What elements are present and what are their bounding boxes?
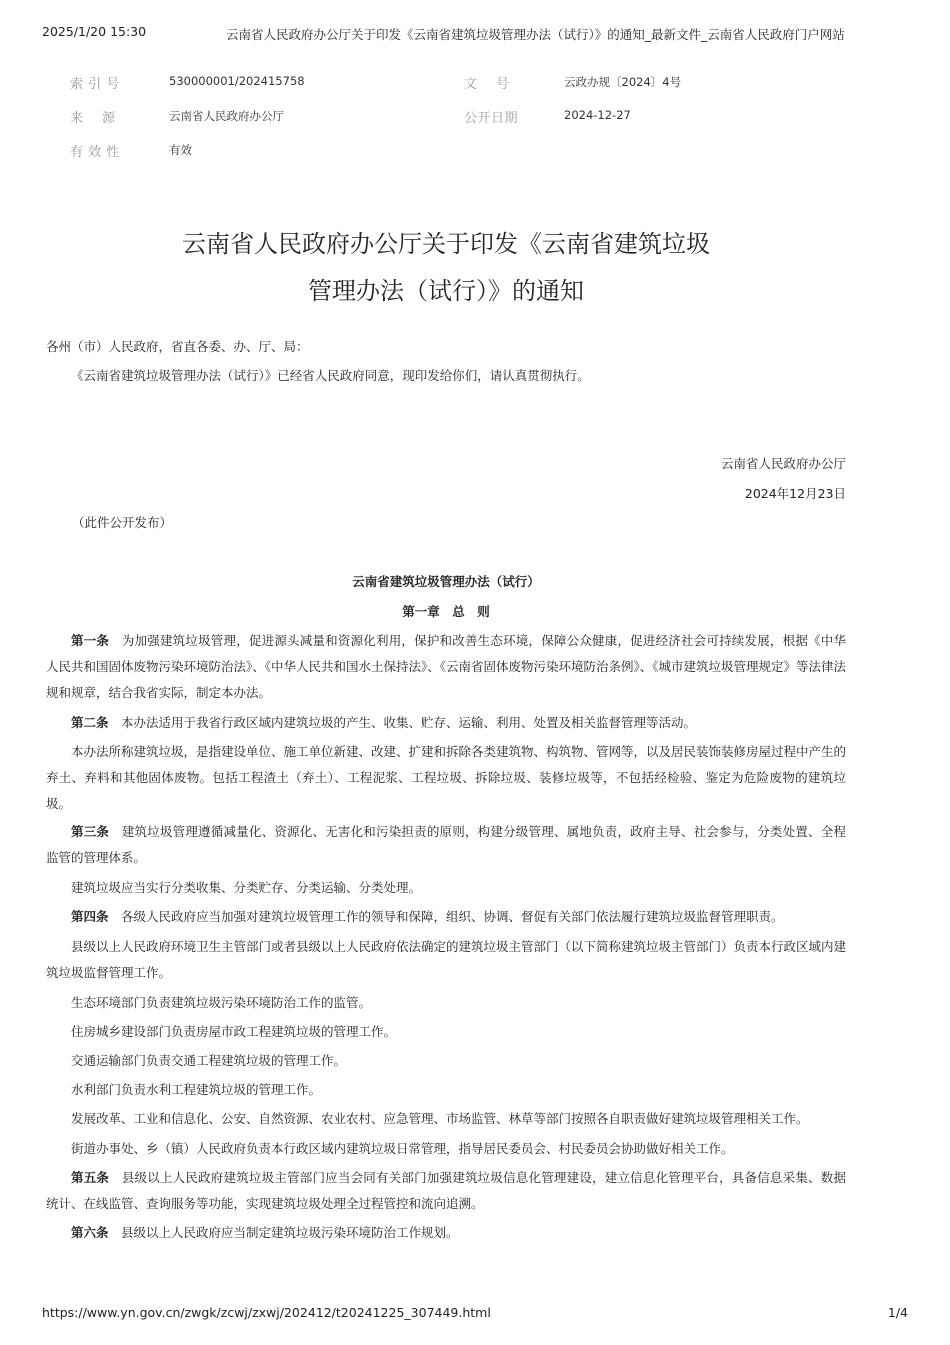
print-url: https://www.yn.gov.cn/zwgk/zcwj/zxwj/202412/t20241225_307449.html (42, 1305, 491, 1320)
chapter-heading: 第一章 总 则 (402, 604, 490, 619)
notice-addressee: 各州（市）人民政府，省直各委、办、厅、局： (46, 339, 309, 354)
article-paragraph (46, 1165, 846, 1217)
article-paragraph (46, 1077, 846, 1103)
notice-issuer: 云南省人民政府办公厅 (720, 456, 846, 471)
article-text: 交通运输部门负责交通工程建筑垃圾的管理工作。 (71, 1053, 347, 1068)
article-text: 县级以上人民政府环境卫生主管部门或者县级以上人民政府依法确定的建筑垃圾主管部门（以下简称建筑垃圾主管部门）负责本行政区域内建筑垃圾监督管理工作。 (46, 939, 847, 980)
meta-source-value: 云南省人民政府办公厅 (169, 109, 284, 123)
article-number: 第二条 (71, 715, 109, 730)
article-paragraph (46, 934, 846, 986)
article-text: 街道办事处、乡（镇）人民政府负责本行政区域内建筑垃圾日常管理，指导居民委员会、村民委员会协助做好相关工作。 (71, 1141, 734, 1156)
regulation-title: 云南省建筑垃圾管理办法（试行） (352, 574, 540, 589)
article-paragraph (46, 875, 846, 901)
article-number: 第四条 (71, 909, 109, 924)
article-text: 水利部门负责水利工程建筑垃圾的管理工作。 (71, 1082, 322, 1097)
meta-index-label: 索 引 号 (70, 77, 120, 92)
article-text: 生态环境部门负责建筑垃圾污染环境防治工作的监管。 (71, 995, 372, 1010)
article-text: 县级以上人民政府应当制定建筑垃圾污染环境防治工作规划。 (108, 1225, 459, 1240)
article-paragraph (46, 1019, 846, 1045)
meta-index-value: 530000001/202415758 (169, 74, 305, 88)
meta-date-value: 2024-12-27 (564, 108, 631, 122)
article-paragraph (46, 990, 846, 1016)
meta-docno-value: 云政办规〔2024〕4号 (564, 75, 682, 89)
article-text: 县级以上人民政府建筑垃圾主管部门应当会同有关部门加强建筑垃圾信息化管理建设，建立信息化管理平台，具备信息采集、数据统计、在线监管、查询服务等功能，实现建筑垃圾处理全过程管控和流向追溯。 (46, 1170, 846, 1211)
article-paragraph (46, 628, 846, 706)
article-text: 建筑垃圾管理遵循减量化、资源化、无害化和污染担责的原则，构建分级管理、属地负责，政府主导、社会参与，分类处置、全程监管的管理体系。 (46, 824, 846, 865)
print-page-number: 1/4 (887, 1305, 908, 1320)
notice-issue-date: 2024年12月23日 (744, 486, 846, 501)
document-title-line2: 管理办法（试行）》的通知 (308, 277, 584, 305)
meta-source-label: 来 源 (70, 111, 116, 126)
article-number: 第五条 (71, 1170, 110, 1185)
meta-validity-value: 有效 (169, 143, 192, 157)
article-number: 第一条 (71, 633, 110, 648)
print-datetime: 2025/1/20 15:30 (42, 24, 147, 39)
article-paragraph (46, 904, 846, 930)
notice-body: 《云南省建筑垃圾管理办法（试行）》已经省人民政府同意，现印发给你们，请认真贯彻执行。 (71, 368, 590, 383)
article-text: 本办法所称建筑垃圾，是指建设单位、施工单位新建、改建、扩建和拆除各类建筑物、构筑物、管网等，以及居民装饰装修房屋过程中产生的弃土、弃料和其他固体废物。包括工程渣土（弃土）、工程泥浆、工程垃圾、拆除垃圾、装修垃圾等，不包括经检验、鉴定为危险废物的建筑垃圾。 (46, 744, 847, 811)
article-paragraph (46, 710, 846, 736)
meta-date-label: 公开日期 (464, 111, 519, 126)
meta-docno-label: 文 号 (464, 77, 510, 92)
document-title-line1: 云南省人民政府办公厅关于印发《云南省建筑垃圾 (182, 230, 710, 258)
article-paragraph (46, 739, 846, 817)
article-text: 为加强建筑垃圾管理，促进源头减量和资源化利用，保护和改善生态环境，保障公众健康，促进经济社会可持续发展，根据《中华人民共和国固体废物污染环境防治法》、《中华人民共和国水土保持法》、《云南省固体废物污染环境防治条例》、《城市建筑垃圾管理规定》等法律法规和规章，结合我省实际，制定本办法。 (46, 633, 847, 700)
article-text: 各级人民政府应当加强对建筑垃圾管理工作的领导和保障，组织、协调、督促有关部门依法履行建筑垃圾监督管理职责。 (108, 909, 784, 924)
article-text: 本办法适用于我省行政区域内建筑垃圾的产生、收集、贮存、运输、利用、处置及相关监督管理等活动。 (108, 715, 697, 730)
article-paragraph (46, 1136, 846, 1162)
article-paragraph (46, 1048, 846, 1074)
notice-publish-note: （此件公开发布） (72, 515, 173, 530)
meta-validity-label: 有 效 性 (70, 145, 120, 160)
print-page-title: 云南省人民政府办公厅关于印发《云南省建筑垃圾管理办法（试行）》的通知_最新文件_云南省人民政府门户网站 (226, 27, 845, 42)
article-paragraph (46, 819, 846, 871)
article-text: 建筑垃圾应当实行分类收集、分类贮存、分类运输、分类处理。 (71, 880, 422, 895)
article-number: 第六条 (71, 1225, 109, 1240)
article-text: 发展改革、工业和信息化、公安、自然资源、农业农村、应急管理、市场监管、林草等部门按照各自职责做好建筑垃圾管理相关工作。 (71, 1111, 809, 1126)
article-number: 第三条 (71, 824, 110, 839)
article-paragraph (46, 1106, 846, 1132)
article-paragraph (46, 1220, 846, 1246)
article-text: 住房城乡建设部门负责房屋市政工程建筑垃圾的管理工作。 (71, 1024, 397, 1039)
